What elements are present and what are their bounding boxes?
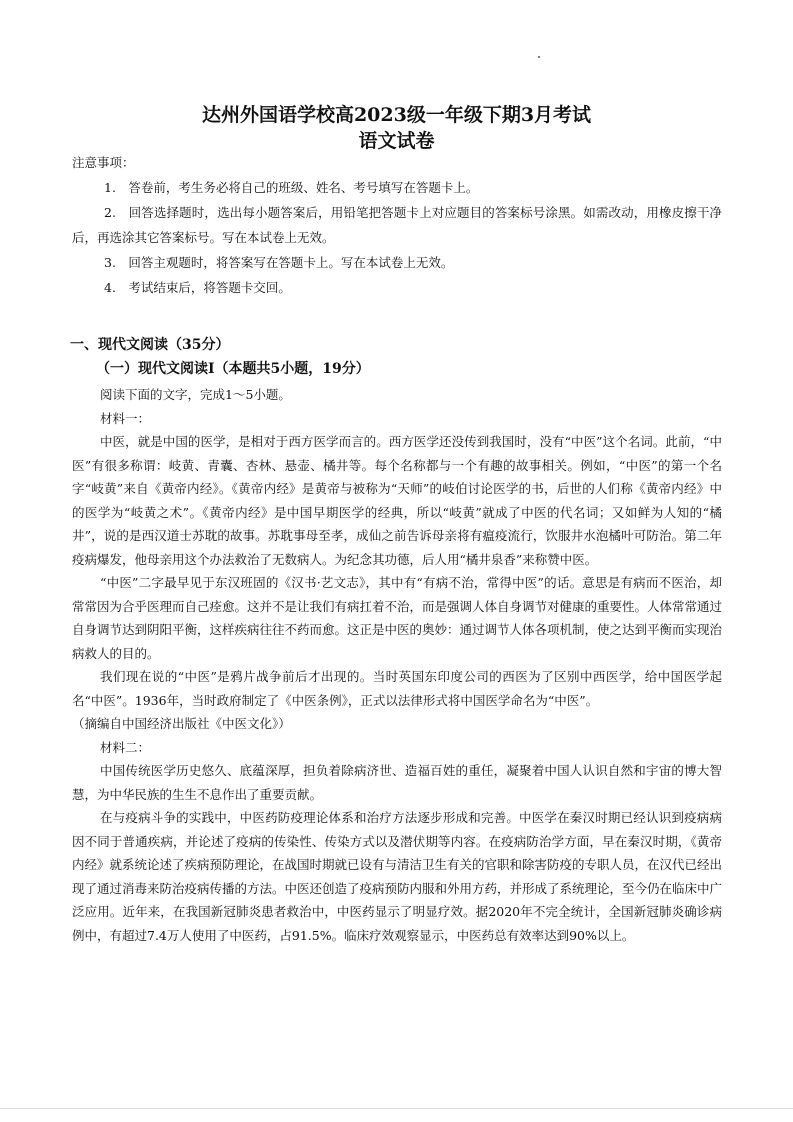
notes-heading: 注意事项： [72, 155, 135, 170]
paragraph: 中国传统医学历史悠久、底蕴深厚，担负着除病济世、造福百姓的重任，凝聚着中国人认识自然和宇宙的博大智慧，为中华民族的生生不息作出了重要贡献。 [72, 763, 722, 802]
reading-instruction: 阅读下面的文字，完成1～5小题。 [100, 387, 291, 402]
note-item: 1. 答卷前，考生务必将自己的班级、姓名、考号填写在答题卡上。 [104, 180, 479, 195]
page-title: 达州外国语学校高2023级一年级下期3月考试 [201, 104, 592, 126]
material-label: 材料二： [100, 739, 151, 755]
section-heading: 一、现代文阅读（35分） [70, 337, 230, 353]
page-subtitle: 语文试卷 [358, 130, 435, 152]
note-item: 2. 回答选择题时，选出每小题答案后，用铅笔把答题卡上对应题目的答案标号涂黑。如需改动，用橡皮擦干净后，再选涂其它答案标号。写在本试卷上无效。 [72, 205, 722, 245]
paragraph: 我们现在说的“中医”是鸦片战争前后才出现的。当时英国东印度公司的西医为了区别中西医学，给中国医学起名“中医”。1936年，当时政府制定了《中医条例》，正式以法律形式将中国医学命名为“中医”。 [72, 669, 722, 708]
title-block [0, 103, 793, 153]
paragraph: “中医”二字最早见于东汉班固的《汉书·艺文志》，其中有“有病不治，常得中医”的话。意思是有病而不医治，却常常因为合乎医理而自己痊愈。这并不是让我们有病扛着不治，而是强调人体自身调节对健康的重要性。人体常常通过自身调节达到阴阳平衡，这样疾病往往不药而愈。这正是中医的奥妙：通过调节人体各项机制，使之达到平衡而实现治病救人的目的。 [72, 575, 723, 661]
note-item: 4. 考试结束后，将答题卡交回。 [104, 280, 291, 295]
note-item: 3. 回答主观题时，将答案写在答题卡上。写在本试卷上无效。 [104, 255, 454, 270]
paragraph: 在与疫病斗争的实践中，中医药防疫理论体系和治疗方法逐步形成和完善。中医学在秦汉时期已经认识到疫病病因不同于普通疾病，并论述了疫病的传染性、传染方式以及潜伏期等内容。在疫病防治学方面，早在秦汉时期，《黄帝内经》就系统论述了疾病预防理论，在战国时期就已设有与清洁卫生有关的官职和除害防疫的专职人员，在汉代已经出现了通过消毒来防治疫病传播的方法。中医还创造了疫病预防内服和外用方药，并形成了系统理论，至今仍在临床中广泛应用。近年来，在我国新冠肺炎患者救治中，中医药显示了明显疗效。据2020年不完全统计，全国新冠肺炎确诊病例中，有超过7.4万人使用了中医药，占91.5%。临床疗效观察显示，中医药总有效率达到90%以上。 [72, 810, 723, 943]
paragraph: 中医，就是中国的医学，是相对于西方医学而言的。西方医学还没传到我国时，没有“中医”这个名词。此前，“中医”有很多称谓：岐黄、青囊、杏林、悬壶、橘井等。每个名称都与一个有趣的故事相关。例如，“中医”的第一个名字“岐黄”来自《黄帝内经》。《黄帝内经》是黄帝与被称为“天师”的岐伯讨论医学的书，后世的人们称《黄帝内经》中的医学为“岐黄之术”。《黄帝内经》是中国早期医学的经典，所以“岐黄”就成了中医的代名词；又如鲜为人知的“橘井”，说的是西汉道士苏耽的故事。苏耽事母至孝，成仙之前告诉母亲将有瘟疫流行，饮服井水泡橘叶可防治。第二年疫病爆发，他母亲用这个办法救治了无数病人。为纪念其功德，后人用“橘井泉香”来称赞中医。 [72, 434, 722, 567]
subsection-heading: （一）现代文阅读Ⅰ（本题共5小题，19分） [96, 361, 370, 377]
notes-section [72, 150, 722, 300]
source-citation: （摘编自中国经济出版社《中医文化》） [72, 716, 291, 731]
reading-body [72, 383, 722, 947]
scan-dot [538, 56, 540, 58]
page-divider [0, 1108, 793, 1109]
material-label: 材料一： [100, 410, 151, 426]
